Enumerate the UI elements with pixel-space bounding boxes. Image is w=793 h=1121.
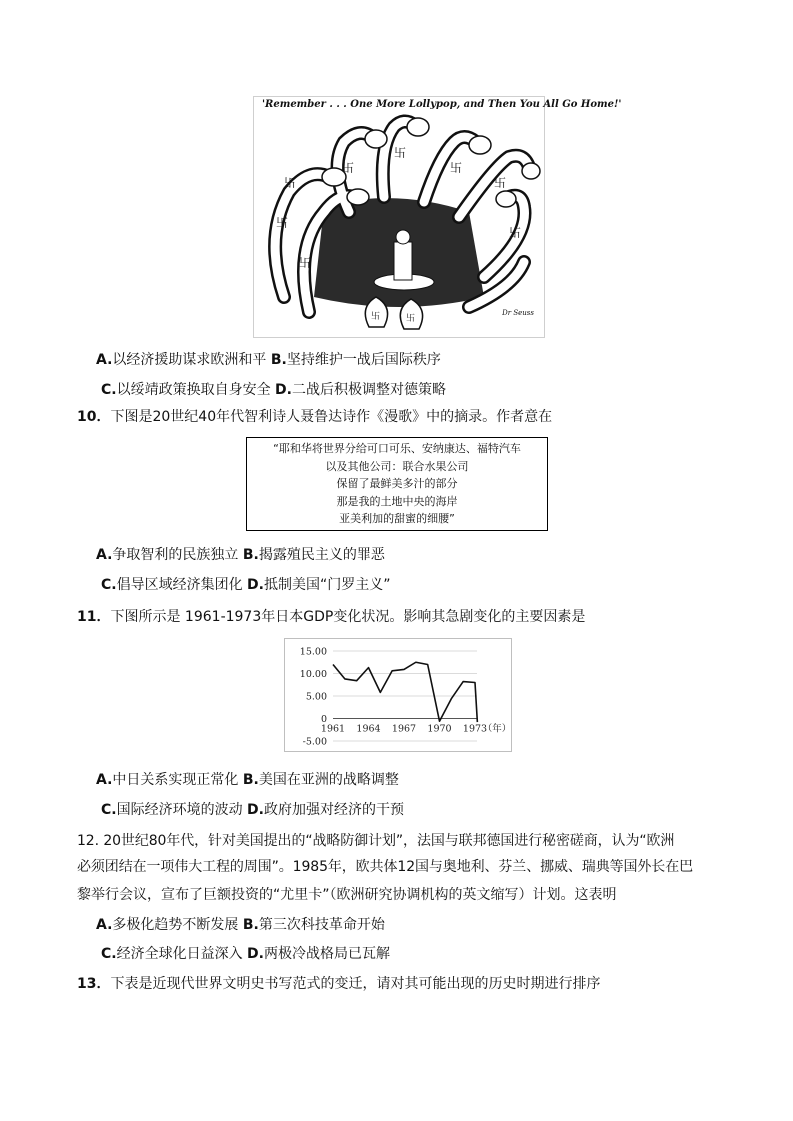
- q12-option-d-text: 两极冷战格局已瓦解: [264, 946, 390, 962]
- q10-poem-box: [246, 437, 548, 531]
- q9-option-c-label: C.: [101, 382, 117, 398]
- q11-stem: [77, 608, 585, 626]
- y-tick-label: 15.00: [299, 646, 327, 658]
- q11-number: 11．: [77, 609, 111, 625]
- svg-text:卐: 卐: [406, 314, 416, 324]
- poem-line: 那是我的土地中央的海岸: [336, 494, 458, 508]
- q11-option-c-label: C.: [101, 802, 117, 818]
- q10-option-c-text: 倡导区域经济集团化: [116, 577, 243, 593]
- q11-stem-text: 下图所示是 1961-1973年日本GDP变化状况。影响其急剧变化的主要因素是: [110, 609, 586, 625]
- q10-option-c-label: C.: [101, 577, 117, 593]
- svg-text:卐: 卐: [394, 146, 407, 160]
- cartoon-signature: Dr Seuss: [502, 309, 534, 317]
- y-tick-label: -5.00: [302, 736, 327, 748]
- q12-option-d-label: D.: [247, 946, 264, 962]
- q9-option-c-text: 以绥靖政策换取自身安全: [116, 382, 271, 398]
- q12-stem-line-1: 12. 20世纪80年代，针对美国提出的“战略防御计划”，法国与联邦德国进行秘密磋商，认为“欧洲: [77, 833, 675, 849]
- poem-line: 以及其他公司：联合水果公司: [325, 459, 469, 473]
- poem-line: 亚美利加的甜蜜的细腰”: [339, 512, 455, 526]
- q9-option-d-text: 二战后积极调整对德策略: [292, 382, 446, 398]
- q12-stem-line-2: 必须团结在一项伟大工程的周围”。1985年，欧共体12国与奥地利、芬兰、挪威、瑞典等国外长在巴: [77, 859, 693, 875]
- gdp-series-line: [333, 662, 477, 722]
- q9-option-b-label: B.: [270, 352, 287, 368]
- q12-options-row-1: [96, 916, 385, 934]
- svg-text:卐: 卐: [342, 161, 355, 175]
- x-tick-label: 1970: [427, 723, 452, 735]
- gdp-chart-svg: [285, 639, 513, 753]
- y-tick-label: 10.00: [299, 669, 327, 680]
- q10-number: 10．: [77, 409, 111, 425]
- svg-text:卐: 卐: [494, 176, 507, 190]
- q13-stem: [77, 975, 600, 993]
- gdp-line-chart: [284, 638, 512, 752]
- q13-stem-text: 下表是近现代世界文明史书写范式的变迁，请对其可能出现的历史时期进行排序: [110, 976, 601, 992]
- q11-option-d-label: D.: [247, 802, 264, 818]
- q11-options-row-2: [101, 801, 404, 819]
- q11-option-d-text: 政府加强对经济的干预: [264, 802, 404, 818]
- cartoon-caption: 'Remember . . . One More Lollypop, and Then You All Go Home!': [262, 99, 622, 110]
- q13-number: 13．: [77, 976, 111, 992]
- q9-option-b-text: 坚持维护一战后国际秩序: [286, 352, 441, 368]
- svg-text:卐: 卐: [371, 312, 381, 322]
- x-tick-label: 1973: [462, 723, 488, 735]
- svg-text:卐: 卐: [284, 176, 297, 190]
- q11-option-c-text: 国际经济环境的波动: [116, 802, 243, 818]
- y-tick-label: 5.00: [305, 691, 327, 703]
- x-tick-label: 1964: [356, 723, 381, 735]
- q12-option-b-text: 第三次科技革命开始: [258, 917, 385, 933]
- q10-option-b-text: 揭露殖民主义的罪恶: [258, 547, 385, 563]
- q11-options-row-1: [96, 771, 399, 789]
- cartoon-image: [253, 96, 622, 338]
- y-tick-label: 0: [320, 714, 327, 725]
- q10-option-a-text: 争取智利的民族独立: [112, 547, 239, 563]
- q11-option-a-text: 中日关系实现正常化: [112, 772, 239, 788]
- q12-option-b-label: B.: [242, 917, 259, 933]
- x-tick-label: 1961: [320, 723, 346, 735]
- q10-stem: [77, 408, 552, 426]
- q9-options-row-1: [96, 351, 441, 369]
- q10-options-row-1: [96, 546, 385, 564]
- x-tick-label: 1967: [391, 723, 417, 735]
- x-axis-label: （年）: [482, 723, 512, 735]
- q9-option-a-label: A.: [96, 352, 113, 368]
- svg-text:卐: 卐: [450, 161, 463, 175]
- cartoon-drawing: [254, 97, 544, 337]
- svg-text:卐: 卐: [299, 256, 312, 270]
- q9-option-d-label: D.: [275, 382, 292, 398]
- q11-option-a-label: A.: [96, 772, 113, 788]
- q12-option-c-text: 经济全球化日益深入: [116, 946, 243, 962]
- poem-line: 保留了最鲜美多汁的部分: [336, 477, 458, 491]
- q10-options-row-2: [101, 576, 391, 594]
- q10-option-d-label: D.: [247, 577, 264, 593]
- q12-option-a-text: 多极化趋势不断发展: [112, 917, 239, 933]
- q10-option-a-label: A.: [96, 547, 113, 563]
- q12-option-c-label: C.: [101, 946, 117, 962]
- q12-options-row-2: [101, 945, 390, 963]
- q10-option-d-text: 抵制美国“门罗主义”: [264, 577, 391, 593]
- svg-text:卐: 卐: [509, 226, 522, 240]
- q11-option-b-label: B.: [242, 772, 259, 788]
- poem-line: “耶和华将世界分给可口可乐、安纳康达、福特汽车: [273, 442, 521, 455]
- q12-option-a-label: A.: [96, 917, 113, 933]
- q10-stem-text: 下图是20世纪40年代智利诗人聂鲁达诗作《漫歌》中的摘录。作者意在: [110, 409, 553, 425]
- q9-option-a-text: 以经济援助谋求欧洲和平: [112, 352, 267, 368]
- q11-option-b-text: 美国在亚洲的战略调整: [258, 772, 399, 788]
- q12-stem-line-3: 黎举行会议，宣布了巨额投资的“尤里卡”（欧洲研究协调机构的英文缩写）计划。这表明: [77, 887, 617, 903]
- q9-options-row-2: [101, 381, 446, 399]
- q10-option-b-label: B.: [242, 547, 259, 563]
- svg-text:卐: 卐: [276, 216, 289, 230]
